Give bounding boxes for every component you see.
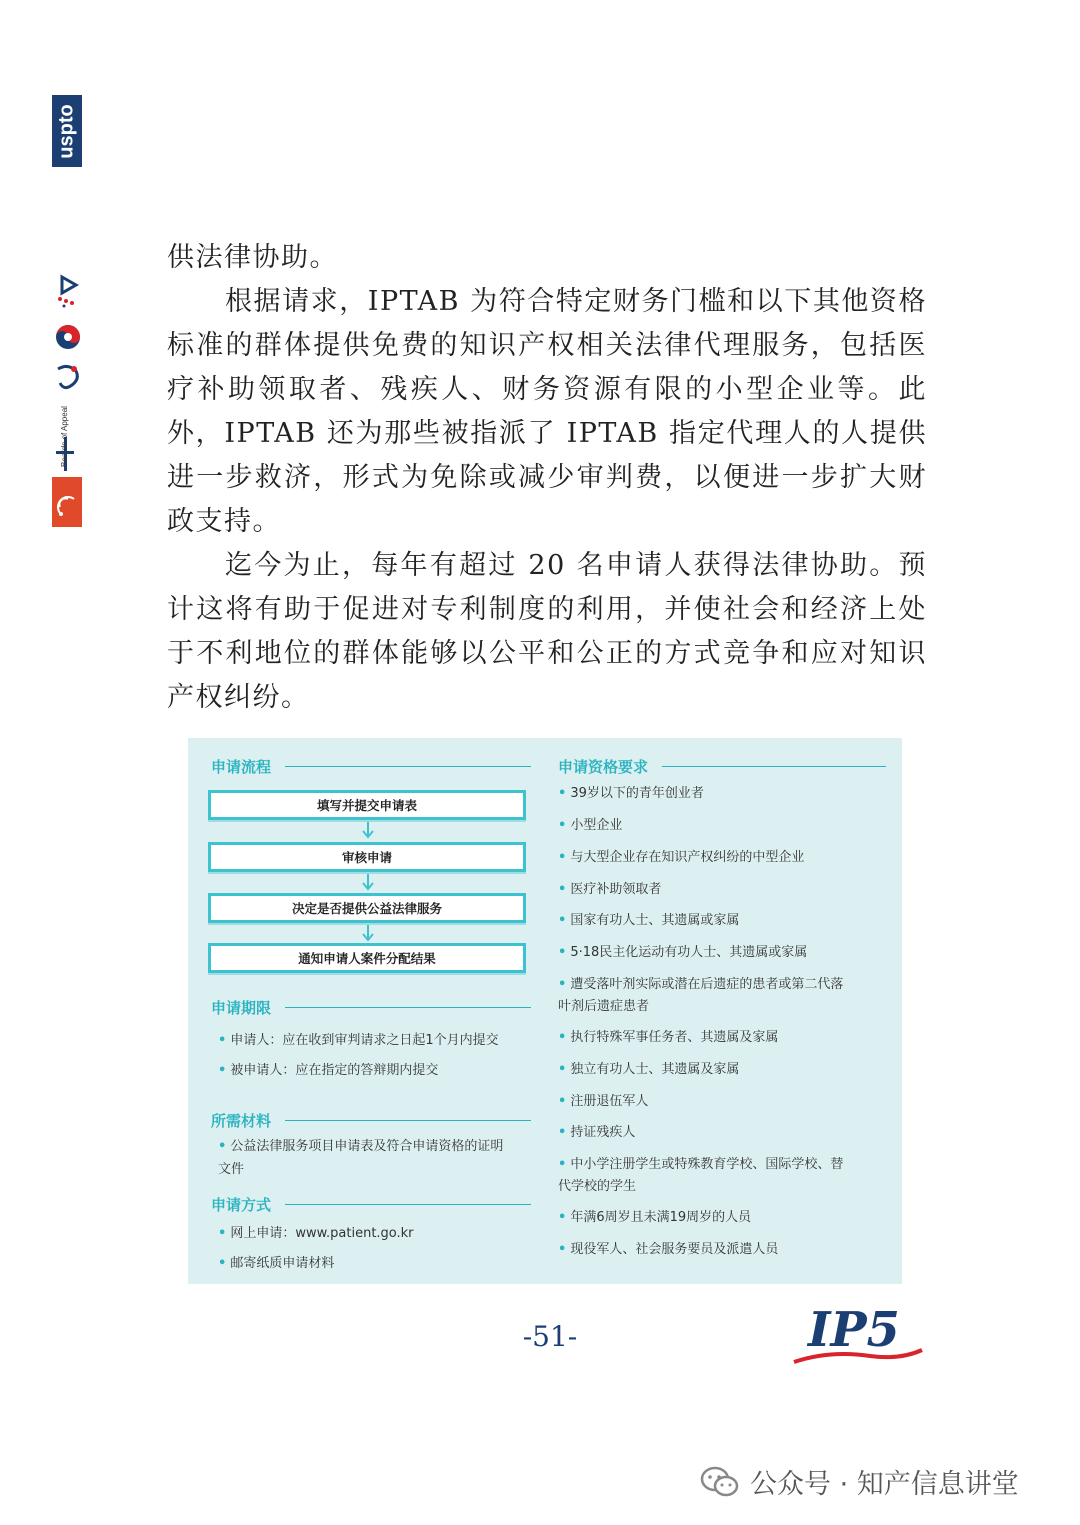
list-item: • 被申请人：应在指定的答辩期内提交 — [218, 1063, 439, 1078]
uspto-logo-text: uspto — [55, 103, 78, 159]
materials-title: 所需材料 — [211, 1112, 272, 1130]
paragraph-continuation: 供法律协助。 — [167, 242, 338, 273]
divider — [285, 1120, 531, 1121]
arrow-down-icon — [362, 874, 374, 892]
divider — [285, 1007, 531, 1008]
list-item: • 中小学注册学生或特殊教育学校、国际学校、替 — [558, 1157, 844, 1172]
list-item: • 持证残疾人 — [558, 1125, 636, 1140]
divider — [662, 766, 886, 767]
list-item-continuation: 代学校的学生 — [558, 1179, 637, 1194]
method-title: 申请方式 — [211, 1196, 272, 1214]
list-item: • 医疗补助领取者 — [558, 882, 662, 897]
divider — [285, 1204, 531, 1205]
list-item: • 公益法律服务项目申请表及符合申请资格的证明 — [218, 1139, 504, 1154]
wechat-account-name: 公众号 · 知产信息讲堂 — [750, 1469, 1019, 1500]
method-header — [211, 1194, 531, 1215]
list-item: • 与大型企业存在知识产权纠纷的中型企业 — [558, 850, 805, 865]
list-item: • 现役军人、社会服务要员及派遣人员 — [558, 1242, 779, 1257]
paragraph-applicants: 迄今为止，每年有超过 20 名申请人获得法律协助。预计这将有助于促进对专利制度的利用，并使社会和经济上处于不利地位的群体能够以公平和公正的方式竞争和应对知识产权纠纷。 — [167, 550, 927, 713]
wechat-icon — [700, 1465, 740, 1499]
deadline-header — [211, 997, 531, 1018]
uspto-logo — [52, 95, 82, 167]
jpo-logo-icon — [52, 477, 82, 527]
ip5-logo-text: IP5 — [808, 1302, 900, 1358]
list-item: • 年满6周岁且未满19周岁的人员 — [558, 1210, 752, 1225]
list-item-continuation: 叶剂后遗症患者 — [558, 999, 650, 1014]
materials-header — [211, 1110, 531, 1131]
cnipa-logo-icon — [54, 363, 82, 395]
eligibility-header — [558, 756, 886, 777]
eligibility-title: 申请资格要求 — [558, 758, 649, 776]
list-item: • 遭受落叶剂实际或潜在后遗症的患者或第二代落 — [558, 977, 844, 992]
arrow-down-icon — [362, 925, 374, 943]
kipo-logo-icon — [54, 323, 82, 351]
boards-of-appeal-text: Boards of Appeal — [60, 406, 69, 467]
paragraph-iptab-services: 根据请求，IPTAB 为符合特定财务门槛和以下其他资格标准的群体提供免费的知识产权相关法律代理服务，包括医疗补助领取者、残疾人、财务资源有限的小型企业等。此外，IPTAB 还为那些被指派了 IPTAB 指定代理人的人提供进一步救济，形式为免除或减少审判费，以便进一步扩大财政支持。 — [167, 286, 927, 537]
wechat-watermark — [700, 1462, 1019, 1501]
list-item: • 小型企业 — [558, 818, 623, 833]
list-item: • 5·18民主化运动有功人士、其遗属或家属 — [558, 945, 808, 960]
list-item-continuation: 文件 — [218, 1162, 245, 1177]
process-step: 决定是否提供公益法律服务 — [208, 893, 526, 923]
legal-aid-infographic — [188, 738, 902, 1284]
list-item: • 执行特殊军事任务者、其遗属及家属 — [558, 1030, 779, 1045]
process-step: 填写并提交申请表 — [208, 790, 526, 820]
list-item: • 国家有功人士、其遗属或家属 — [558, 913, 740, 928]
epo-logo-icon — [54, 273, 82, 309]
list-item: • 网上申请：www.patient.go.kr — [218, 1226, 414, 1241]
divider — [285, 766, 531, 767]
ip5-logo-icon — [790, 1290, 930, 1370]
deadline-title: 申请期限 — [211, 999, 272, 1017]
process-title: 申请流程 — [211, 758, 272, 776]
body-text — [167, 236, 927, 720]
list-item: • 注册退伍军人 — [558, 1094, 649, 1109]
process-step: 通知申请人案件分配结果 — [208, 943, 526, 973]
list-item: • 邮寄纸质申请材料 — [218, 1256, 335, 1271]
page-number: -51- — [522, 1320, 578, 1353]
arrow-down-icon — [362, 822, 374, 840]
process-step: 审核申请 — [208, 842, 526, 872]
list-item: • 申请人：应在收到审判请求之日起1个月内提交 — [218, 1033, 499, 1048]
list-item: • 39岁以下的青年创业者 — [558, 786, 704, 801]
partner-logo-strip — [52, 95, 84, 467]
list-item: • 独立有功人士、其遗属及家属 — [558, 1062, 740, 1077]
process-header — [211, 756, 531, 777]
